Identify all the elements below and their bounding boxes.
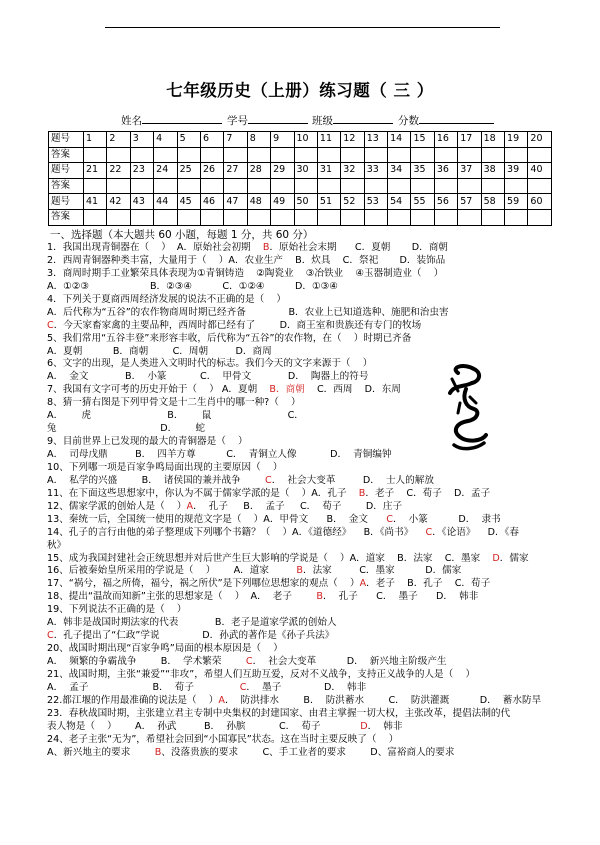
question-text: 6、文字的出现，是人类进入文明时代的标志。我们今天的文字来源于（ ） [47,358,373,370]
answer-cell[interactable] [107,147,130,163]
question-line [47,747,557,760]
answer-cell[interactable] [528,178,552,194]
question-text: 7、我国有文字可考的历史开始于（ ） A．夏朝 [47,384,270,396]
answer-cell[interactable] [364,209,387,225]
question-text: 13、秦统一后，全国统一使用的规范文字是（ ）A．甲骨文 B． 金文 [47,513,387,525]
question-number-row [49,194,552,210]
name-field: 姓名 [121,113,222,128]
answer-label: 答案 [49,178,84,194]
question-line [47,255,557,268]
answer-cell[interactable] [294,147,317,163]
question-line [47,281,557,294]
question-number-cell: 21 [84,163,107,179]
answer-row [49,147,552,163]
question-text: 21、战国时期，主张“兼爱”“非攻”，希望人们互助互爱，反对不义战争，支持正义战争的人是（ ） [47,668,476,680]
question-number-row [49,163,552,179]
answer-cell[interactable] [528,147,552,163]
question-text: 、没落贵族的要求 C、手工业者的要求 D、富裕商人的要求 [161,746,455,758]
question-number-cell: 49 [271,194,294,210]
question-text: ． 孔子 B． 孟子 C． 荀子 D．庄子 [193,500,403,512]
answer-mark: B [262,242,270,253]
question-line [47,669,557,682]
answer-cell[interactable] [364,178,387,194]
answer-mark: C [239,681,247,693]
question-number-cell: 17 [458,132,481,148]
question-number-cell: 33 [364,163,387,179]
answer-cell[interactable] [247,147,270,163]
question-line [47,591,557,604]
answer-mark: A [218,694,225,706]
question-number-cell: 7 [224,132,247,148]
question-number-cell: 40 [528,163,552,179]
question-number-cell: 31 [317,163,340,179]
question-text: A．①②③ B．②③④ C．①②④ D．①③④ [47,280,338,292]
answer-mark: A [359,578,367,590]
question-number-cell: 58 [481,194,504,210]
question-number-cell: 39 [505,163,528,179]
answer-cell[interactable] [317,209,340,225]
answer-cell[interactable] [411,147,434,163]
question-number-cell: 13 [364,132,387,148]
answer-cell[interactable] [200,178,223,194]
question-number-cell: 4 [154,132,177,148]
question-text: ． 社会大变革 D． 新兴地主阶级产生 [252,656,447,667]
answer-cell[interactable] [154,147,177,163]
answer-cell[interactable] [130,209,153,225]
question-number-cell: 22 [107,163,130,179]
question-text: 16、后被秦始皇所采用的学说是（ ） A．道家 [47,565,297,577]
answer-cell[interactable] [388,178,411,194]
answer-cell[interactable] [294,209,317,225]
question-line [47,242,557,255]
answer-cell[interactable] [271,209,294,225]
question-text: 22.都江堰的作用最准确的说法是（ ） [47,694,219,706]
question-text: ． 社会大变革 D． 士人的解放 [271,474,434,486]
answer-cell[interactable] [107,209,130,225]
question-number-cell: 12 [341,132,364,148]
question-text: A． 孟子 B． 荀子 [47,681,240,693]
answer-cell[interactable] [481,147,504,163]
question-number-cell: 1 [84,132,107,148]
answer-label: 答案 [49,147,84,163]
answer-cell[interactable] [154,209,177,225]
question-number-cell: 16 [434,132,457,148]
question-number-cell: 20 [528,132,552,148]
question-number-cell: 50 [294,194,317,210]
question-number-cell: 51 [317,194,340,210]
answer-mark: C [425,526,433,538]
question-list [47,242,557,760]
question-text: 15、成为我国封建社会正统思想并对后世产生巨大影响的学说是（ ）A．道家 B．法家 C．墨家 [47,552,493,564]
question-number-cell: 24 [154,163,177,179]
question-number-cell: 37 [458,163,481,179]
question-number-cell: 30 [294,163,317,179]
answer-mark: B [316,591,323,603]
answer-cell[interactable] [247,178,270,194]
question-line [47,734,557,747]
answer-cell[interactable] [434,178,457,194]
answer-cell[interactable] [224,147,247,163]
question-text: A． 频繁的争霸战争 B． 学术繁荣 [47,656,246,667]
answer-cell[interactable] [505,147,528,163]
answer-cell[interactable] [200,147,223,163]
question-number-cell: 48 [247,194,270,210]
question-text: 表人物是（ ） A． 孙武 B． 孙膑 C． 荀子 [47,720,361,732]
question-number-label: 题号 [49,163,84,179]
answer-cell[interactable] [271,178,294,194]
question-line [47,643,557,656]
answer-mark: A [186,500,194,512]
answer-mark: D [492,552,500,564]
answer-mark: C [265,474,272,486]
question-line [47,578,557,591]
question-text: ． 韩非 [367,720,403,732]
question-number-label: 题号 [49,194,84,210]
question-text: 5、我们常用“五谷丰登”来形容丰收，后代称为“五谷”的农作物，在（ ）时期已齐备 [47,332,412,344]
question-text: A．韩非是战国时期法家的代表 B．老子是道家学派的创始人 [47,617,337,629]
question-text: 12、儒家学派的创始人是（ ） [47,500,187,512]
header-rule [105,27,500,28]
question-number-cell: 25 [177,163,200,179]
answer-cell[interactable] [107,178,130,194]
page-title: 七年级历史（上册）练习题（ 三 ） [166,81,434,100]
question-number-cell: 55 [411,194,434,210]
question-text: 8、猜一猜右图是下列甲骨文是十二生肖中的哪一种?（ ） [47,397,301,409]
question-text: 10、下列哪一项是百家争鸣局面出现的主要原因（ ） [47,461,283,473]
question-line [47,501,557,514]
question-line [47,346,557,359]
question-text: 14、孔子的言行由他的弟子整理成下列哪个书籍？（ ）A．《道德经》 B．《尚书》 [47,526,426,538]
question-number-cell: 42 [107,194,130,210]
answer-label: 答案 [49,209,84,225]
answer-mark: C [47,319,54,331]
question-line [47,294,557,307]
question-text: A．后代称为“五谷”的农作物商周时期已经齐备 B．农业上已知道选种、施肥和治虫害 [47,306,449,318]
answer-cell[interactable] [84,209,107,225]
question-text: 9、目前世界上已发现的最大的青铜器是（ ） [47,436,248,448]
question-text: A． 司母戊鼎 B． 四羊方尊 C． 青铜立人像 D． 青铜编钟 [47,449,392,460]
question-number-cell: 15 [411,132,434,148]
question-line [47,695,557,708]
question-text: A、新兴地主的要求 [47,746,155,758]
question-number-cell: 44 [154,194,177,210]
answer-row [49,209,552,225]
question-text: ．老子 B．孔子 C．荀子 [366,578,491,590]
question-number-cell: 45 [177,194,200,210]
answer-cell[interactable] [388,147,411,163]
question-text: ．孔子提出了“仁政”学说 D．孙武的著作是《孙子兵法》 [53,630,335,642]
question-number-cell: 54 [388,194,411,210]
answer-cell[interactable] [247,209,270,225]
question-number-cell: 2 [107,132,130,148]
question-number-cell: 28 [247,163,270,179]
class-field: 班级 [312,113,393,128]
question-number-cell: 8 [247,132,270,148]
question-number-cell: 29 [271,163,294,179]
question-line [47,488,557,501]
question-line [47,540,557,553]
question-text: ．《论语》 D．《春 [432,526,519,538]
question-text: A． 虎 B． 鼠 C． [47,410,304,422]
answer-cell[interactable] [317,147,340,163]
answer-cell[interactable] [224,209,247,225]
answer-cell[interactable] [434,147,457,163]
question-line [47,320,557,333]
question-text: A． 私学的兴盛 B． 诸侯国的兼并战争 [47,474,266,486]
answer-cell[interactable] [411,178,434,194]
question-text: A．夏朝 B．商朝 C．周朝 D．商周 [47,345,272,357]
question-number-cell: 36 [434,163,457,179]
answer-cell[interactable] [364,147,387,163]
answer-cell[interactable] [317,178,340,194]
answer-row [49,178,552,194]
answer-mark: C [386,513,393,525]
question-text: 3．商周时期手工业繁荣具体表现为①青铜铸造 ②陶瓷业 ③冶铁业 ④玉器制造业（ ） [47,267,444,279]
question-line [47,604,557,617]
question-line [47,565,557,578]
question-text: ．老子 C．荀子 D．孟子 [365,487,491,499]
question-number-cell: 19 [505,132,528,148]
question-line [47,708,557,721]
answer-cell[interactable] [528,209,552,225]
answer-cell[interactable] [341,209,364,225]
question-text: 23．春秋战国时期，主张建立君主专制中央集权的封建国家、由君主掌握一切大权，主张改革，提倡法制的代 [47,707,511,719]
answer-cell[interactable] [481,178,504,194]
question-number-cell: 18 [481,132,504,148]
answer-cell[interactable] [84,178,107,194]
question-text: 2．西周青铜器种类丰富，大量用于（ ）A．农业生产 B．炊具 C．祭祀 D．装饰品 [47,254,446,266]
question-number-cell: 43 [130,194,153,210]
question-number-cell: 53 [364,194,387,210]
answer-mark: B [358,487,366,499]
question-number-cell: 56 [434,194,457,210]
question-number-cell: 26 [200,163,223,179]
question-number-cell: 6 [200,132,223,148]
oracle-bone-snake-icon [436,363,496,453]
question-number-cell: 23 [130,163,153,179]
answer-mark: B．商朝 [269,384,305,396]
question-text: 1．我国出现青铜器在（ ） A．原始社会初期 [47,242,263,253]
answer-cell[interactable] [458,147,481,163]
question-line [47,682,557,695]
question-line [47,268,557,281]
answer-cell[interactable] [388,209,411,225]
answer-cell[interactable] [130,147,153,163]
question-text: 19、下列说法不正确的是（ ） [47,604,187,616]
question-text: ． 墨子 D． 韩非 [246,681,367,693]
answer-mark: B [296,565,303,577]
question-text: 24、老子主张“无为”，希望社会回到“小国寡民”状态。这在当时主要反映了（ ） [47,733,399,745]
question-line [47,527,557,540]
question-text: 18、提出“温故而知新”主张的思想家是（ ） A． 老子 [47,591,317,603]
answer-cell[interactable] [177,147,200,163]
question-text: ．法家 C．墨家 D．儒家 [303,565,462,577]
question-number-cell: 14 [388,132,411,148]
answer-cell[interactable] [434,209,457,225]
question-number-cell: 32 [341,163,364,179]
question-text: C．西周 D．东周 [304,384,401,396]
answer-cell[interactable] [505,178,528,194]
question-line [47,630,557,643]
question-number-cell: 47 [224,194,247,210]
question-number-cell: 9 [271,132,294,148]
question-line [47,307,557,320]
question-number-cell: 5 [177,132,200,148]
question-text: 20、战国时期出现“百家争鸣”局面的根本原因是（ ） [47,643,283,655]
question-number-label: 题号 [49,132,84,148]
question-text: ．原始社会末期 C．夏朝 D．商朝 [269,242,448,253]
question-number-cell: 59 [505,194,528,210]
question-number-cell: 60 [528,194,552,210]
question-line [47,514,557,527]
section-title: 一、选择题（本大题共 60 小题，每题 1 分，共 60 分） [50,229,314,241]
student-no-field: 学号 [227,113,308,128]
question-line [47,656,557,669]
question-number-cell: 3 [130,132,153,148]
question-text: ． 防洪排水 B． 防洪蓄水 C． 防洪灌溉 D． 蓄水防旱 [224,694,542,706]
question-text: A． 金文 B． 小篆 C． 甲骨文 D． 陶器上的符号 [47,371,369,383]
question-line [47,721,557,734]
answer-cell[interactable] [458,178,481,194]
question-line [47,462,557,475]
question-number-cell: 57 [458,194,481,210]
question-number-row [49,132,552,148]
question-text: 17、“祸兮，福之所倚，福兮，祸之所伏”是下列哪位思想家的观点（ ） [47,578,360,590]
score-field: 分数 [398,113,494,128]
question-text: ． 小篆 D． 隶书 [392,513,501,525]
question-number-cell: 35 [411,163,434,179]
answer-mark: C [245,656,253,667]
question-line [47,333,557,346]
question-number-cell: 11 [317,132,340,148]
answer-cell[interactable] [341,147,364,163]
question-text: 11、在下面这些思想家中，你认为不属于儒家学派的是（ ）A．孔子 [47,487,359,499]
question-line [47,475,557,488]
question-line [47,553,557,566]
question-text: ．儒家 [499,552,529,564]
question-number-cell: 38 [481,163,504,179]
answer-cell[interactable] [177,178,200,194]
question-number-cell: 52 [341,194,364,210]
question-number-cell: 10 [294,132,317,148]
answer-cell[interactable] [505,209,528,225]
question-line [47,617,557,630]
question-number-cell: 41 [84,194,107,210]
question-text: 兔 D． 蛇 [47,423,206,435]
question-text: ．今天家畜家禽的主要品种，西周时都已经有了 D．商王室和贵族还有专门的牧场 [53,319,422,331]
answer-mark: D [360,720,368,732]
question-text: 秋》 [47,539,67,551]
answer-cell[interactable] [224,178,247,194]
answer-cell[interactable] [271,147,294,163]
question-text: ． 孔子 C． 墨子 D． 韩非 [322,591,479,603]
answer-cell[interactable] [411,209,434,225]
answer-cell[interactable] [294,178,317,194]
question-number-cell: 34 [388,163,411,179]
answer-cell[interactable] [200,209,223,225]
answer-cell[interactable] [130,178,153,194]
answer-cell[interactable] [84,147,107,163]
question-number-cell: 46 [200,194,223,210]
answer-cell[interactable] [458,209,481,225]
answer-table [48,131,552,226]
answer-cell[interactable] [177,209,200,225]
answer-cell[interactable] [341,178,364,194]
question-number-cell: 27 [224,163,247,179]
question-text: 4．下列关于夏商西周经济发展的说法不正确的是（ ） [47,293,286,305]
answer-mark: C [47,630,54,642]
answer-mark: B [154,746,162,758]
answer-cell[interactable] [154,178,177,194]
answer-cell[interactable] [481,209,504,225]
